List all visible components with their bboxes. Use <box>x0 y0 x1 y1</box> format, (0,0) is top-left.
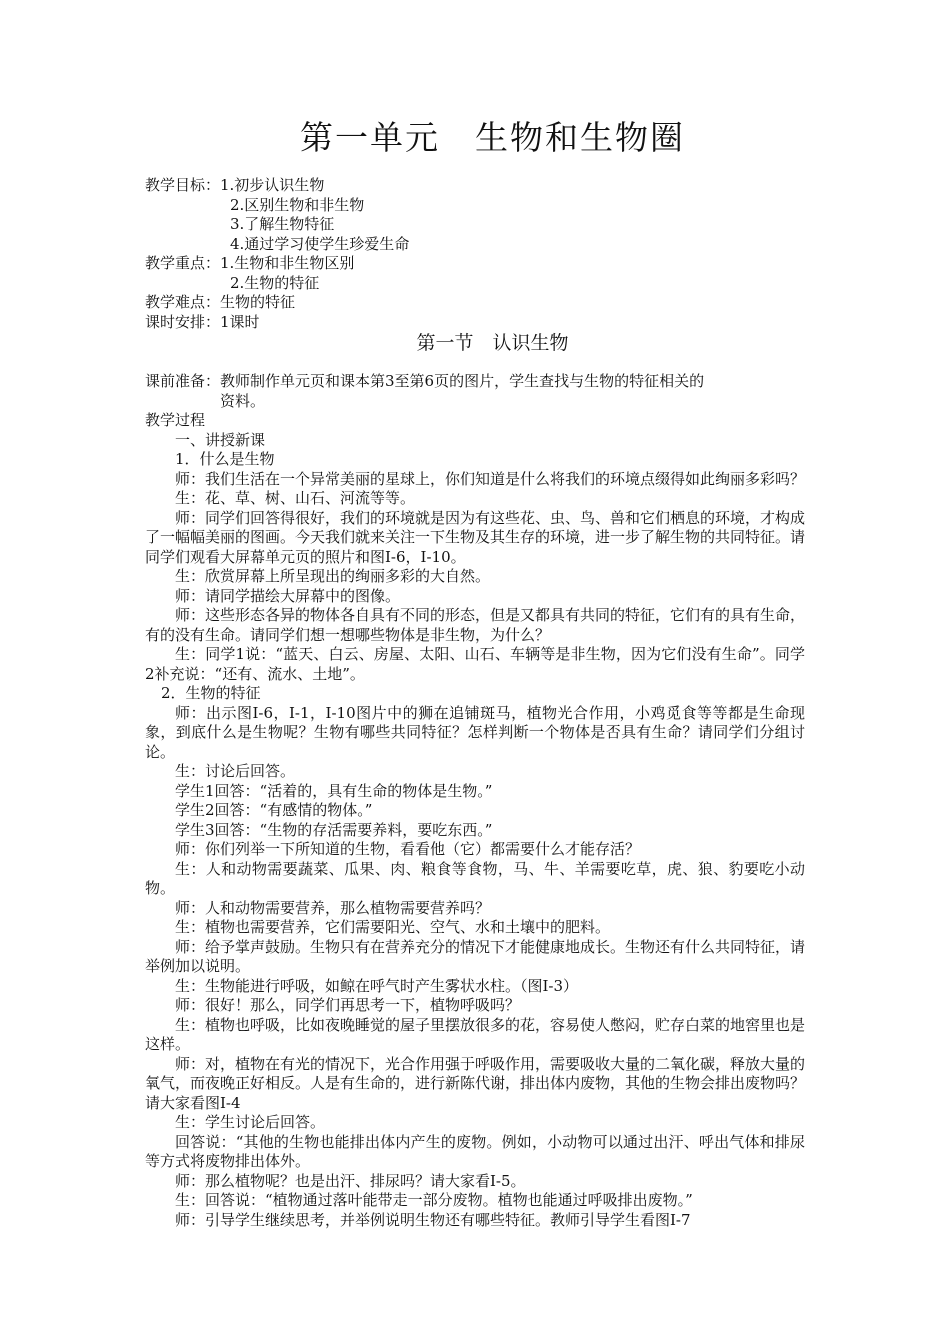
dialogue-paragraph: 师：对，植物在有光的情况下，光合作用强于呼吸作用，需要吸收大量的二氧化碳，释放大量的氧气，而夜晚正好相反。人是有生命的，进行新陈代谢，排出体内废物，其他的生物会排出废物吗？请大家看图I-4 <box>145 1054 806 1112</box>
dialogue-paragraph: 师：出示图I-6，I-1，I-10图片中的狮在追铺斑马，植物光合作用，小鸡觅食等等都是生命现象，到底什么是生物呢？生物有哪些共同特征？怎样判断一个物体是否具有生命？请同学们分组讨论。 <box>145 703 805 761</box>
prep-line-1: 课前准备：教师制作单元页和课本第3至第6页的图片，学生查找与生物的特征相关的 <box>145 372 705 390</box>
dialogue-paragraph: 师：我们生活在一个异常美丽的星球上，你们知道是什么将我们的环境点缀得如此绚丽多彩吗？ <box>175 469 806 488</box>
schedule-line: 课时安排：1课时 <box>145 312 260 331</box>
dialogue-paragraph: 学生2回答：“有感情的物体。” <box>175 801 373 819</box>
objective-line-2: 2.区别生物和非生物 <box>230 195 365 214</box>
dialogue-paragraph: 生：欣赏屏幕上所呈现出的绚丽多彩的大自然。 <box>175 567 491 585</box>
dialogue-paragraph: 师：请同学描绘大屏幕中的图像。 <box>175 586 401 605</box>
objective-line-4: 4.通过学习使学生珍爱生命 <box>230 234 410 253</box>
dialogue-paragraph: 生：花、草、树、山石、河流等等。 <box>175 489 416 507</box>
dialogue-paragraph: 生：植物也呼吸，比如夜晚睡觉的屋子里摆放很多的花，容易使人憋闷，贮存白菜的地窖里也是这样。 <box>145 1015 806 1053</box>
process-heading: 教学过程 <box>145 411 206 429</box>
dialogue-paragraph: 生：回答说：“植物通过落叶能带走一部分废物。植物也能通过呼吸排出废物。” <box>175 1191 693 1209</box>
dialogue-paragraph: 师：引导学生继续思考，并举例说明生物还有哪些特征。教师引导学生看图I-7 <box>175 1210 691 1229</box>
key-point-line-2: 2.生物的特征 <box>230 273 320 292</box>
dialogue-paragraph: 生：讨论后回答。 <box>175 762 296 780</box>
sub-heading-2: 2．生物的特征 <box>161 684 261 702</box>
dialogue-paragraph: 师：很好！那么，同学们再思考一下，植物呼吸吗？ <box>175 996 521 1014</box>
dialogue-paragraph: 师：同学们回答得很好，我们的环境就是因为有这些花、虫、鸟、兽和它们栖息的环境，才构成了一幅幅美丽的图画。今天我们就来关注一下生物及其生存的环境，进一步了解生物的共同特征。请同学们观看大屏幕单元页的照片和图I-6，I-10。 <box>145 508 806 566</box>
dialogue-paragraph: 生：植物也需要营养，它们需要阳光、空气、水和土壤中的肥料。 <box>175 918 611 936</box>
difficulty-line: 教学难点：生物的特征 <box>145 293 296 311</box>
dialogue-paragraph: 师：给予掌声鼓励。生物只有在营养充分的情况下才能健康地成长。生物还有什么共同特征，请举例加以说明。 <box>145 937 806 975</box>
dialogue-paragraph: 回答说：“其他的生物也能排出体内产生的废物。例如，小动物可以通过出汗、呼出气体和排尿等方式将废物排出体外。 <box>145 1132 805 1170</box>
objective-line-3: 3.了解生物特征 <box>230 215 335 233</box>
dialogue-paragraph: 学生3回答：“生物的存活需要养料，要吃东西。” <box>175 820 493 839</box>
dialogue-paragraph: 生：学生讨论后回答。 <box>175 1113 326 1131</box>
dialogue-paragraph: 学生1回答：“活着的，具有生命的物体是生物。” <box>175 781 493 800</box>
dialogue-paragraph: 生：人和动物需要蔬菜、瓜果、肉、粮食等食物，马、牛、羊需要吃草，虎、狼、豹要吃小动物。 <box>145 859 805 897</box>
dialogue-paragraph: 师：人和动物需要营养，那么植物需要营养吗？ <box>175 898 491 917</box>
dialogue-paragraph: 师：那么植物呢？也是出汗、排尿吗？请大家看I-5。 <box>175 1171 526 1190</box>
section-title: 第一节 认识生物 <box>416 332 569 354</box>
part-heading: 一、讲授新课 <box>175 430 266 449</box>
dialogue-paragraph: 师：这些形态各异的物体各自具有不同的形态，但是又都具有共同的特征，它们有的具有生命，有的没有生命。请同学们想一想哪些物体是非生物，为什么？ <box>145 606 806 644</box>
dialogue-paragraph: 生：同学1说：“蓝天、白云、房屋、太阳、山石、车辆等是非生物，因为它们没有生命”。同学2补充说：“还有、流水、土地”。 <box>145 645 805 683</box>
objective-line-1: 教学目标：1.初步认识生物 <box>145 176 325 194</box>
prep-line-2: 资料。 <box>220 391 266 410</box>
dialogue-paragraph: 师：你们列举一下所知道的生物，看看他（它）都需要什么才能存活？ <box>175 840 641 858</box>
unit-title: 第一单元 生物和生物圈 <box>300 118 685 157</box>
dialogue-paragraph: 生：生物能进行呼吸，如鲸在呼气时产生雾状水柱。（图I-3） <box>175 976 579 995</box>
key-point-line-1: 教学重点：1.生物和非生物区别 <box>145 254 355 272</box>
sub-heading-1: 1．什么是生物 <box>175 450 275 468</box>
